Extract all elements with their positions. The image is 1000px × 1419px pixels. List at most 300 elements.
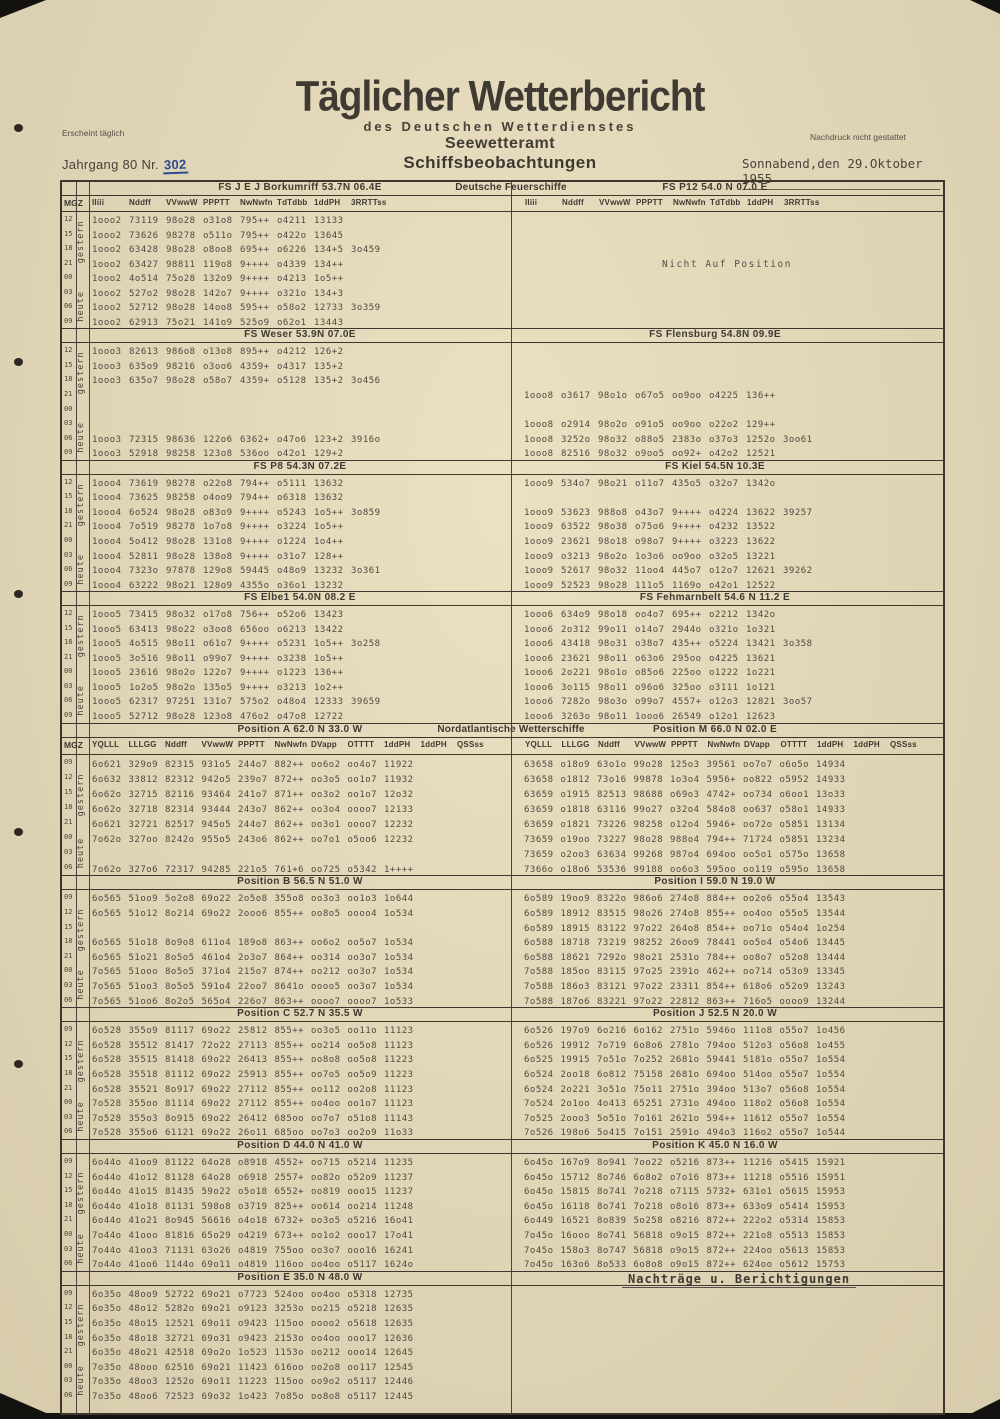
obs-value: 99o11 <box>598 624 628 635</box>
obs-row <box>62 416 511 431</box>
obs-value: 123+2 <box>314 434 344 445</box>
obs-row <box>511 770 943 785</box>
obs-row <box>511 1373 943 1388</box>
obs-value: 222o2 <box>743 1216 773 1227</box>
time-label: 21 <box>64 652 73 661</box>
obs-value: 6o528 <box>92 1055 122 1066</box>
obs-value: 123o8 <box>203 449 233 460</box>
obs-row <box>511 518 943 533</box>
obs-value: 72o22 <box>201 1040 232 1051</box>
obs-row <box>62 635 511 650</box>
time-label: 21 <box>64 951 73 960</box>
obs-value: 63427 <box>129 259 159 270</box>
obs-value: 1ooo3 <box>92 449 122 460</box>
obs-value: 1o534 <box>384 952 414 963</box>
obs-row <box>511 285 943 300</box>
obs-value: o8o16 <box>670 1201 700 1212</box>
obs-value: 594++ <box>706 1113 737 1124</box>
column-header: QSSss <box>457 739 484 749</box>
obs-value: o48o4 <box>277 697 307 708</box>
column-header: VVwwW <box>599 198 631 207</box>
obs-value: 1ooo3 <box>92 361 122 372</box>
obs-value: 6o565 <box>92 894 122 905</box>
obs-row <box>62 1315 511 1330</box>
time-label: 09 <box>64 579 73 588</box>
obs-value: 26o11 <box>238 1128 268 1139</box>
obs-value: 63428 <box>129 245 159 256</box>
obs-value: 48oo9 <box>128 1289 159 1300</box>
time-label: 12 <box>64 1039 73 1048</box>
obs-value: 15951 <box>816 1172 846 1183</box>
obs-value: 73659 <box>524 850 554 861</box>
obs-value: 6o565 <box>92 952 122 963</box>
column-header: VVwwW <box>166 198 198 207</box>
obs-value: 83121 <box>597 981 627 992</box>
obs-value: 16ooo <box>560 1230 591 1241</box>
obs-row <box>511 1344 943 1359</box>
obs-value: 524oo <box>274 1289 305 1300</box>
obs-value: 2591o <box>670 1128 700 1139</box>
obs-value: 1ooo3 <box>92 347 122 358</box>
obs-value: 1ooo6 <box>524 697 554 708</box>
obs-value: 23616 <box>129 668 159 679</box>
obs-value: 98258 <box>166 449 196 460</box>
obs-value: o8216 <box>670 1216 700 1227</box>
station-title-right: Position K 45.0 N 16.0 W <box>652 1139 778 1151</box>
obs-value: 82314 <box>165 804 195 815</box>
column-header: DVapp <box>311 739 337 749</box>
obs-value: 6o8o8 <box>633 1260 664 1271</box>
obs-value: 7o565 <box>92 967 122 978</box>
obs-value: 761+6 <box>274 865 305 876</box>
obs-value: 71131 <box>165 1245 195 1256</box>
obs-value: 1153o <box>274 1348 305 1359</box>
obs-row <box>511 785 943 800</box>
obs-value: o56o8 <box>779 1084 810 1095</box>
obs-row <box>62 445 511 460</box>
obs-value: oo3o5 <box>311 1026 341 1037</box>
obs-value: 873++ <box>706 1157 737 1168</box>
obs-value: 7o528 <box>92 1128 122 1139</box>
obs-value: o51o8 <box>347 1113 378 1124</box>
column-header: NwNwfn <box>673 198 706 207</box>
obs-value: 63522 <box>561 522 591 533</box>
obs-value: 134++ <box>314 259 344 270</box>
obs-value: 122o7 <box>203 668 233 679</box>
obs-row <box>62 1183 511 1198</box>
obs-value: 986o8 <box>166 347 196 358</box>
column-header: 1ddPH <box>314 198 341 207</box>
station-title-right: Position J 52.5 N 20.0 W <box>652 1008 778 1020</box>
obs-value: 13232 <box>314 580 344 591</box>
obs-value: 12521 <box>746 449 776 460</box>
obs-value: 7o151 <box>633 1128 664 1139</box>
obs-value: o31o8 <box>203 216 233 226</box>
column-header: OTTTT <box>780 739 808 749</box>
obs-value: o9123 <box>238 1304 268 1315</box>
obs-row <box>511 1154 943 1169</box>
obs-value: oo5o1 <box>743 850 773 861</box>
obs-value: 136++ <box>314 668 344 679</box>
obs-value: oo725 <box>311 865 341 876</box>
obs-value: 115oo <box>274 1318 305 1329</box>
obs-value: 48o12 <box>128 1304 159 1315</box>
station-title-right: FS Fehmarnbelt 54.6 N 11.2 E <box>639 592 791 604</box>
obs-value: o31o7 <box>277 551 307 562</box>
obs-value: 39659 <box>351 697 381 708</box>
obs-value: o4224 <box>709 507 739 518</box>
obs-value: oo9oo <box>672 391 702 402</box>
time-label: 15 <box>64 229 73 238</box>
obs-row <box>62 299 511 314</box>
obs-value: oo4oo <box>311 1333 341 1344</box>
obs-row <box>62 708 511 723</box>
obs-value: 9++++ <box>240 288 270 299</box>
obs-value: oo214 <box>311 1040 341 1051</box>
obs-value: 6o525 <box>524 1055 554 1066</box>
obs-value: 355o6 <box>128 1128 159 1139</box>
obs-value: 142o7 <box>203 288 233 299</box>
column-header: LLLGG <box>561 739 590 749</box>
obs-row <box>511 1286 943 1301</box>
obs-row <box>62 256 511 271</box>
obs-row <box>511 860 943 875</box>
obs-row <box>62 905 511 920</box>
obs-value: oo71o <box>743 923 773 934</box>
obs-value: 239o7 <box>238 774 268 785</box>
obs-value: 13622 <box>746 536 776 547</box>
obs-value: 51o21 <box>128 952 159 963</box>
data-right <box>511 606 943 722</box>
obs-value: 63634 <box>597 850 627 861</box>
obs-value: 52811 <box>129 551 159 562</box>
obs-value: 635o7 <box>129 376 159 387</box>
obs-value: o5117 <box>347 1260 378 1271</box>
obs-value: 15953 <box>816 1201 846 1212</box>
obs-value: 591o4 <box>201 981 232 992</box>
obs-value: 295oo <box>672 653 702 664</box>
obs-row <box>62 800 511 815</box>
obs-value: 1ooo2 <box>92 288 122 299</box>
obs-value: 3o358 <box>783 639 813 650</box>
obs-value: 83122 <box>597 923 627 934</box>
data-left <box>62 1286 511 1403</box>
obs-value: 7o45o <box>524 1245 554 1256</box>
obs-value: 81417 <box>165 1040 195 1051</box>
obs-value: ooo17 <box>347 1333 378 1344</box>
time-label: 15 <box>64 1186 73 1195</box>
obs-value: 1ooo9 <box>524 551 554 562</box>
obs-value: 97878 <box>166 566 196 577</box>
obs-value: o595o <box>779 865 810 876</box>
obs-row <box>62 1095 511 1110</box>
obs-value: o4212 <box>277 347 307 358</box>
obs-value: 1o5++ <box>314 507 344 518</box>
obs-value: 63659 <box>524 804 554 815</box>
obs-value: 1ooo5 <box>92 653 122 664</box>
obs-value: o321o <box>709 624 739 635</box>
time-label: 15 <box>64 922 73 931</box>
note-not-on-position: Nicht Auf Position <box>662 258 792 270</box>
obs-row <box>62 241 511 256</box>
obs-value: 855++ <box>706 908 737 919</box>
obs-row <box>511 431 943 446</box>
obs-value: 795++ <box>240 230 270 241</box>
obs-value: 1o221 <box>746 668 776 679</box>
obs-value: 1342o <box>746 610 776 621</box>
punch-hole <box>14 828 23 836</box>
obs-value: oo11o <box>347 1026 378 1037</box>
obs-value: 129o8 <box>203 566 233 577</box>
obs-value: o14o7 <box>635 624 665 635</box>
obs-value: 241o7 <box>238 789 268 800</box>
obs-value: 12623 <box>746 712 776 722</box>
obs-value: 98o38 <box>598 522 628 533</box>
obs-value: 1ooo8 <box>524 420 554 431</box>
data-right <box>511 755 943 876</box>
station-title-left: Position D 44.0 N 41.0 W <box>237 1139 363 1151</box>
obs-value: 7o565 <box>92 996 122 1007</box>
time-label: 06 <box>64 433 73 442</box>
obs-value: 48o21 <box>128 1348 159 1359</box>
obs-row <box>62 212 511 227</box>
obs-value: 595oo <box>706 865 737 876</box>
obs-value: 15853 <box>816 1230 846 1241</box>
obs-value: 48o18 <box>128 1333 159 1344</box>
obs-value: o36o1 <box>277 580 307 591</box>
obs-value: 3o51o <box>597 1084 627 1095</box>
obs-value: oo7o7 <box>311 1113 341 1124</box>
obs-value: 98o1o <box>598 391 628 402</box>
obs-value: o32o7 <box>709 478 739 489</box>
obs-row <box>62 1330 511 1345</box>
column-header: YQLLL <box>92 739 120 749</box>
obs-value: o5513 <box>779 1230 810 1241</box>
obs-value: 8242o <box>165 835 195 846</box>
obs-value: 9++++ <box>240 639 270 650</box>
obs-value: 197o9 <box>560 1026 591 1037</box>
obs-value: o3111 <box>709 682 739 693</box>
obs-value: 5o2o8 <box>165 894 195 905</box>
obs-value: 1o554 <box>816 1084 846 1095</box>
obs-value: 81112 <box>165 1069 195 1080</box>
obs-value: 8322o <box>597 894 627 905</box>
obs-value: 13444 <box>816 952 846 963</box>
obs-value: 69o11 <box>201 1260 232 1271</box>
obs-value: 9++++ <box>240 536 270 547</box>
obs-row <box>62 489 511 504</box>
time-label: 18 <box>64 638 73 647</box>
obs-value: 1o5++ <box>314 522 344 533</box>
obs-value: 1o534 <box>384 938 414 949</box>
obs-value: 18718 <box>560 938 591 949</box>
obs-value: 63659 <box>524 819 554 830</box>
obs-value: 1ooo2 <box>92 274 122 285</box>
section-title-row <box>62 876 943 890</box>
time-label: 00 <box>64 1098 73 1107</box>
obs-value: 13243 <box>816 981 846 992</box>
obs-value: 13645 <box>314 230 344 241</box>
obs-value: 1624o <box>384 1260 414 1271</box>
obs-value: 81114 <box>165 1099 195 1110</box>
obs-value: oo5o8 <box>347 1055 378 1066</box>
obs-value: o6213 <box>277 624 307 635</box>
obs-row <box>62 920 511 935</box>
obs-value: o9o15 <box>670 1230 700 1241</box>
obs-value: 41oo6 <box>128 1260 159 1271</box>
obs-row <box>62 679 511 694</box>
obs-value: 12621 <box>746 566 776 577</box>
obs-value: o47o6 <box>277 434 307 445</box>
column-header: LLLGG <box>128 739 157 749</box>
obs-value: o42o1 <box>709 580 739 591</box>
obs-value: o62o1 <box>277 317 307 328</box>
obs-row <box>62 1169 511 1184</box>
obs-value: 7o588 <box>524 981 554 992</box>
day-label-heute: heute <box>76 1233 86 1265</box>
obs-value: o12o3 <box>709 697 739 708</box>
obs-value: 1o534 <box>384 908 414 919</box>
time-label: 00 <box>64 1229 73 1238</box>
obs-value: 7o588 <box>524 967 554 978</box>
obs-value: 854++ <box>706 923 737 934</box>
column-header-row <box>62 738 943 755</box>
obs-value: 69o2o <box>201 1348 232 1359</box>
obs-value: 63116 <box>597 804 627 815</box>
obs-value: o54o6 <box>779 938 810 949</box>
obs-value: 494o3 <box>706 1128 737 1139</box>
obs-section <box>62 182 943 329</box>
obs-value: 6o565 <box>92 908 122 919</box>
date-line: Sonnabend,den 29.Oktober 1955 <box>742 156 940 190</box>
obs-value: 7o62o <box>92 865 122 876</box>
punch-hole <box>14 1060 23 1068</box>
section-body <box>62 606 943 722</box>
time-label: 15 <box>64 1054 73 1063</box>
obs-value: 6o632 <box>92 774 122 785</box>
obs-value: 882++ <box>274 759 305 770</box>
obs-value: 226o7 <box>238 996 268 1007</box>
obs-value: o3224 <box>277 522 307 533</box>
obs-value: oo614 <box>311 1201 341 1212</box>
obs-value: 73415 <box>129 610 159 621</box>
obs-value: o3213 <box>561 551 591 562</box>
obs-value: 69o21 <box>201 1289 232 1300</box>
obs-row <box>62 227 511 242</box>
obs-value: 6o812 <box>597 1069 627 1080</box>
obs-value: 884++ <box>706 894 737 905</box>
day-label-gestern: gestern <box>76 1171 86 1215</box>
obs-value: 13522 <box>746 522 776 533</box>
obs-value: 13543 <box>816 894 846 905</box>
obs-row <box>62 533 511 548</box>
obs-value: 6o528 <box>92 1026 122 1037</box>
obs-value: o8918 <box>238 1157 268 1168</box>
obs-value: o4225 <box>709 391 739 402</box>
time-label: 06 <box>64 863 73 872</box>
time-label: 21 <box>64 817 73 826</box>
obs-value: oo9oo <box>672 420 702 431</box>
obs-value: 99878 <box>633 774 664 785</box>
obs-value: oo5o7 <box>347 938 378 949</box>
time-label: 12 <box>64 772 73 781</box>
obs-value: 12821 <box>746 697 776 708</box>
obs-value: 98o26 <box>633 908 664 919</box>
obs-value: oo3o1 <box>311 819 341 830</box>
obs-row <box>511 800 943 815</box>
obs-value: 5o258 <box>633 1216 664 1227</box>
obs-value: 2o312 <box>561 624 591 635</box>
obs-value: oo822 <box>743 774 773 785</box>
obs-row <box>511 755 943 770</box>
obs-value: 3o459 <box>351 245 381 256</box>
obs-value: 98688 <box>633 789 664 800</box>
obs-row <box>511 1315 943 1330</box>
obs-value: 476o2 <box>240 712 270 722</box>
obs-value: 6o449 <box>524 1216 554 1227</box>
time-label: 03 <box>64 1376 73 1385</box>
column-header-row <box>62 196 943 212</box>
obs-value: 12635 <box>384 1318 414 1329</box>
obs-value: 435++ <box>672 639 702 650</box>
obs-value: 7o35o <box>92 1391 122 1402</box>
obs-row <box>511 1256 943 1271</box>
time-label: 18 <box>64 802 73 811</box>
time-label: 09 <box>64 893 73 902</box>
obs-value: oo2o9 <box>347 1128 378 1139</box>
obs-value: o4819 <box>238 1260 268 1271</box>
obs-value: 3o516 <box>129 653 159 664</box>
obs-value: 35518 <box>128 1069 159 1080</box>
obs-value: 123o8 <box>203 712 233 722</box>
obs-value: o321o <box>277 288 307 299</box>
obs-value: 62913 <box>129 317 159 328</box>
obs-value: 872++ <box>706 1245 737 1256</box>
obs-value: 685oo <box>274 1113 305 1124</box>
obs-value: 98o2o <box>598 551 628 562</box>
obs-value: oooo9 <box>779 996 810 1007</box>
obs-value: 13622 <box>746 507 776 518</box>
obs-row <box>62 860 511 875</box>
obs-value: 69o21 <box>201 1304 232 1315</box>
obs-value: 462++ <box>706 967 737 978</box>
obs-row <box>511 1037 943 1052</box>
obs-row <box>62 562 511 577</box>
time-label: 18 <box>64 1332 73 1341</box>
obs-value: 855++ <box>274 1026 305 1037</box>
obs-value: o3719 <box>238 1201 268 1212</box>
obs-value: 1ooo9 <box>524 478 554 489</box>
obs-value: 135+2 <box>314 361 344 372</box>
obs-value: 12o32 <box>384 789 414 800</box>
obs-row <box>62 285 511 300</box>
time-label: 15 <box>64 360 73 369</box>
obs-value: oo2o8 <box>311 1362 341 1373</box>
obs-value: 4355o <box>240 580 270 591</box>
day-label-heute: heute <box>76 1101 86 1133</box>
section-body <box>62 890 943 1007</box>
obs-value: 11423 <box>238 1362 268 1373</box>
obs-row <box>511 402 943 417</box>
obs-value: oo4oo <box>311 1260 341 1271</box>
obs-value: 575o2 <box>240 697 270 708</box>
obs-value: o58o7 <box>203 376 233 387</box>
column-header: MGZ <box>64 198 83 208</box>
obs-value: 12722 <box>314 712 344 722</box>
obs-value: 494oo <box>706 1099 737 1110</box>
section-title-row <box>62 1272 943 1286</box>
obs-value: 82513 <box>597 789 627 800</box>
